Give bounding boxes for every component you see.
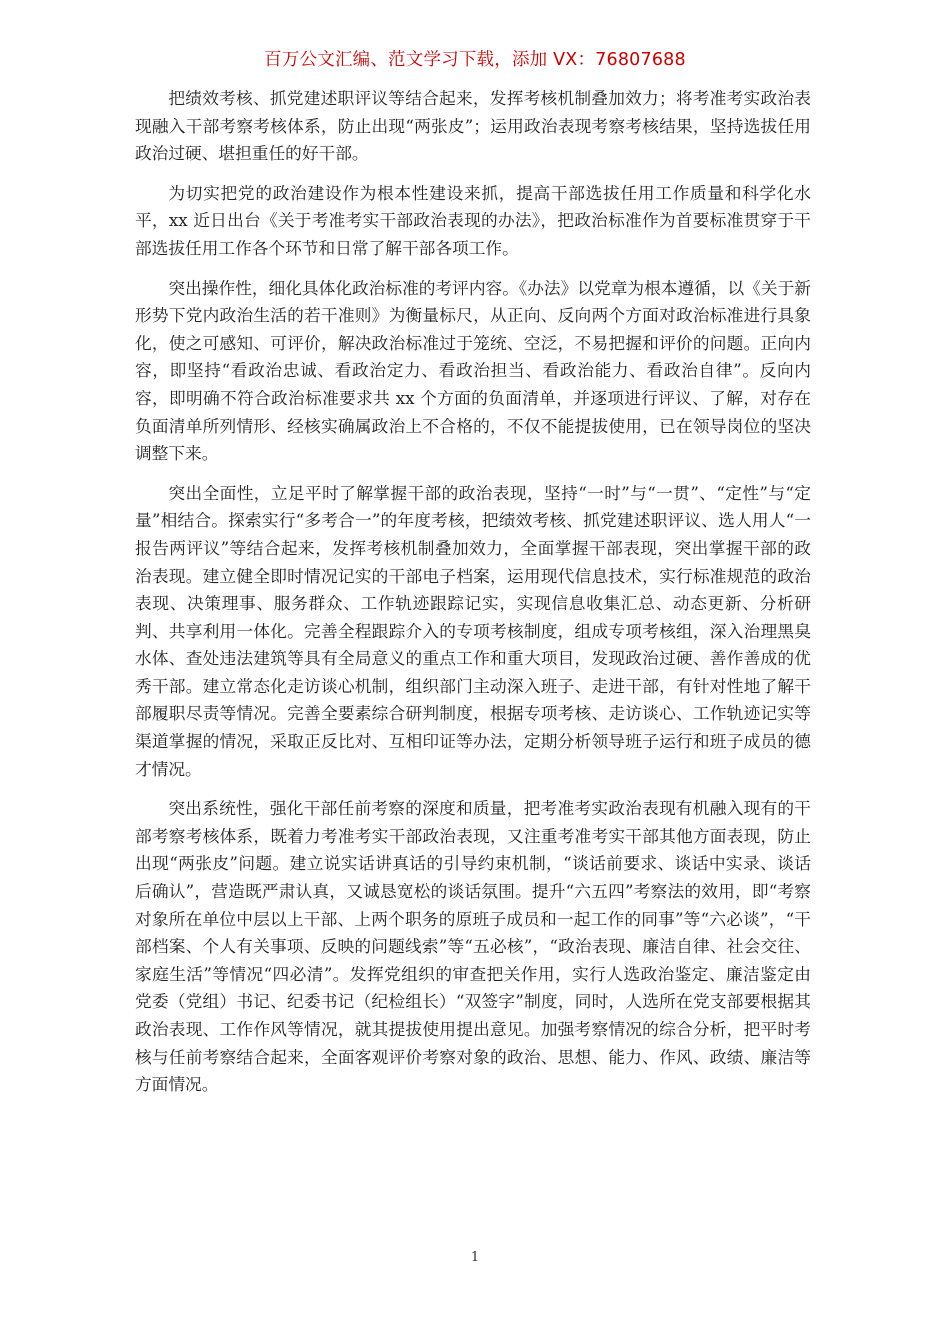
header-banner: 百万公文汇编、范文学习下载，添加 VX：76807688: [264, 50, 686, 70]
paragraph: 突出操作性，细化具体化政治标准的考评内容。《办法》以党章为根本遵循，以《关于新形势下党内政治生活的若干准则》为衡量标尺，从正向、反向两个方面对政治标准进行具象化，使之可感知、可评价，解决政治标准过于笼统、空泛，不易把握和评价的问题。正向内容，即坚持“看政治忠诚、看政治定力、看政治担当、看政治能力、看政治自律”。反向内容，即明确不符合政治标准要求共 xx 个方面的负面清单，并逐项进行评议、了解，对存在负面清单所列情形、经核实确属政治上不合格的，不仅不能提拔使用，已在领导岗位的坚决调整下来。: [135, 277, 811, 464]
page-number: 1: [470, 1250, 480, 1265]
paragraph: 为切实把党的政治建设作为根本性建设来抓，提高干部选拔任用工作质量和科学化水平，xx 近日出台《关于考准考实干部政治表现的办法》，把政治标准作为首要标准贯穿于干部选拔任用工作各个环节和日常了解干部各项工作。: [135, 182, 811, 258]
paragraph: 突出全面性，立足平时了解掌握干部的政治表现，坚持“一时”与“一贯”、“定性”与“定量”相结合。探索实行“多考合一”的年度考核，把绩效考核、抓党建述职评议、选人用人“一报告两评议”等结合起来，发挥考核机制叠加效力，全面掌握干部表现，突出掌握干部的政治表现。建立健全即时情况记实的干部电子档案，运用现代信息技术，实行标准规范的政治表现、决策理事、服务群众、工作轨迹跟踪记实，实现信息收集汇总、动态更新、分析研判、共享利用一体化。完善全程跟踪介入的专项考核制度，组成专项考核组，深入治理黑臭水体、查处违法建筑等具有全局意义的重点工作和重大项目，发现政治过硬、善作善成的优秀干部。建立常态化走访谈心机制，组织部门主动深入班子、走进干部，有针对性地了解干部履职尽责等情况。完善全要素综合研判制度，根据专项考核、走访谈心、工作轨迹记实等渠道掌握的情况，采取正反比对、互相印证等办法，定期分析领导班子运行和班子成员的德才情况。: [135, 482, 811, 779]
paragraph: 突出系统性，强化干部任前考察的深度和质量，把考准考实政治表现有机融入现有的干部考察考核体系，既着力考准考实干部政治表现，又注重考准考实干部其他方面表现，防止出现“两张皮”问题。建立说实话讲真话的引导约束机制，“谈话前要求、谈话中实录、谈话后确认”，营造既严肃认真，又诚恳宽松的谈话氛围。提升“六五四”考察法的效用，即“考察对象所在单位中层以上干部、上两个职务的原班子成员和一起工作的同事”等“六必谈”，“干部档案、个人有关事项、反映的问题线索”等“五必核”，“政治表现、廉洁自律、社会交往、家庭生活”等情况“四必清”。发挥党组织的审查把关作用，实行人选政治鉴定、廉洁鉴定由党委（党组）书记、纪委书记（纪检组长）“双签字”制度，同时，人选所在党支部要根据其政治表现、工作作风等情况，就其提拔使用提出意见。加强考察情况的综合分析，把平时考核与任前考察结合起来，全面客观评价考察对象的政治、思想、能力、作风、政绩、廉洁等方面情况。: [135, 798, 811, 1095]
document-body: [135, 85, 811, 1111]
paragraph: 把绩效考核、抓党建述职评议等结合起来，发挥考核机制叠加效力；将考准考实政治表现融入干部考察考核体系，防止出现“两张皮”；运用政治表现考察考核结果，坚持选拔任用政治过硬、堪担重任的好干部。: [135, 88, 811, 164]
